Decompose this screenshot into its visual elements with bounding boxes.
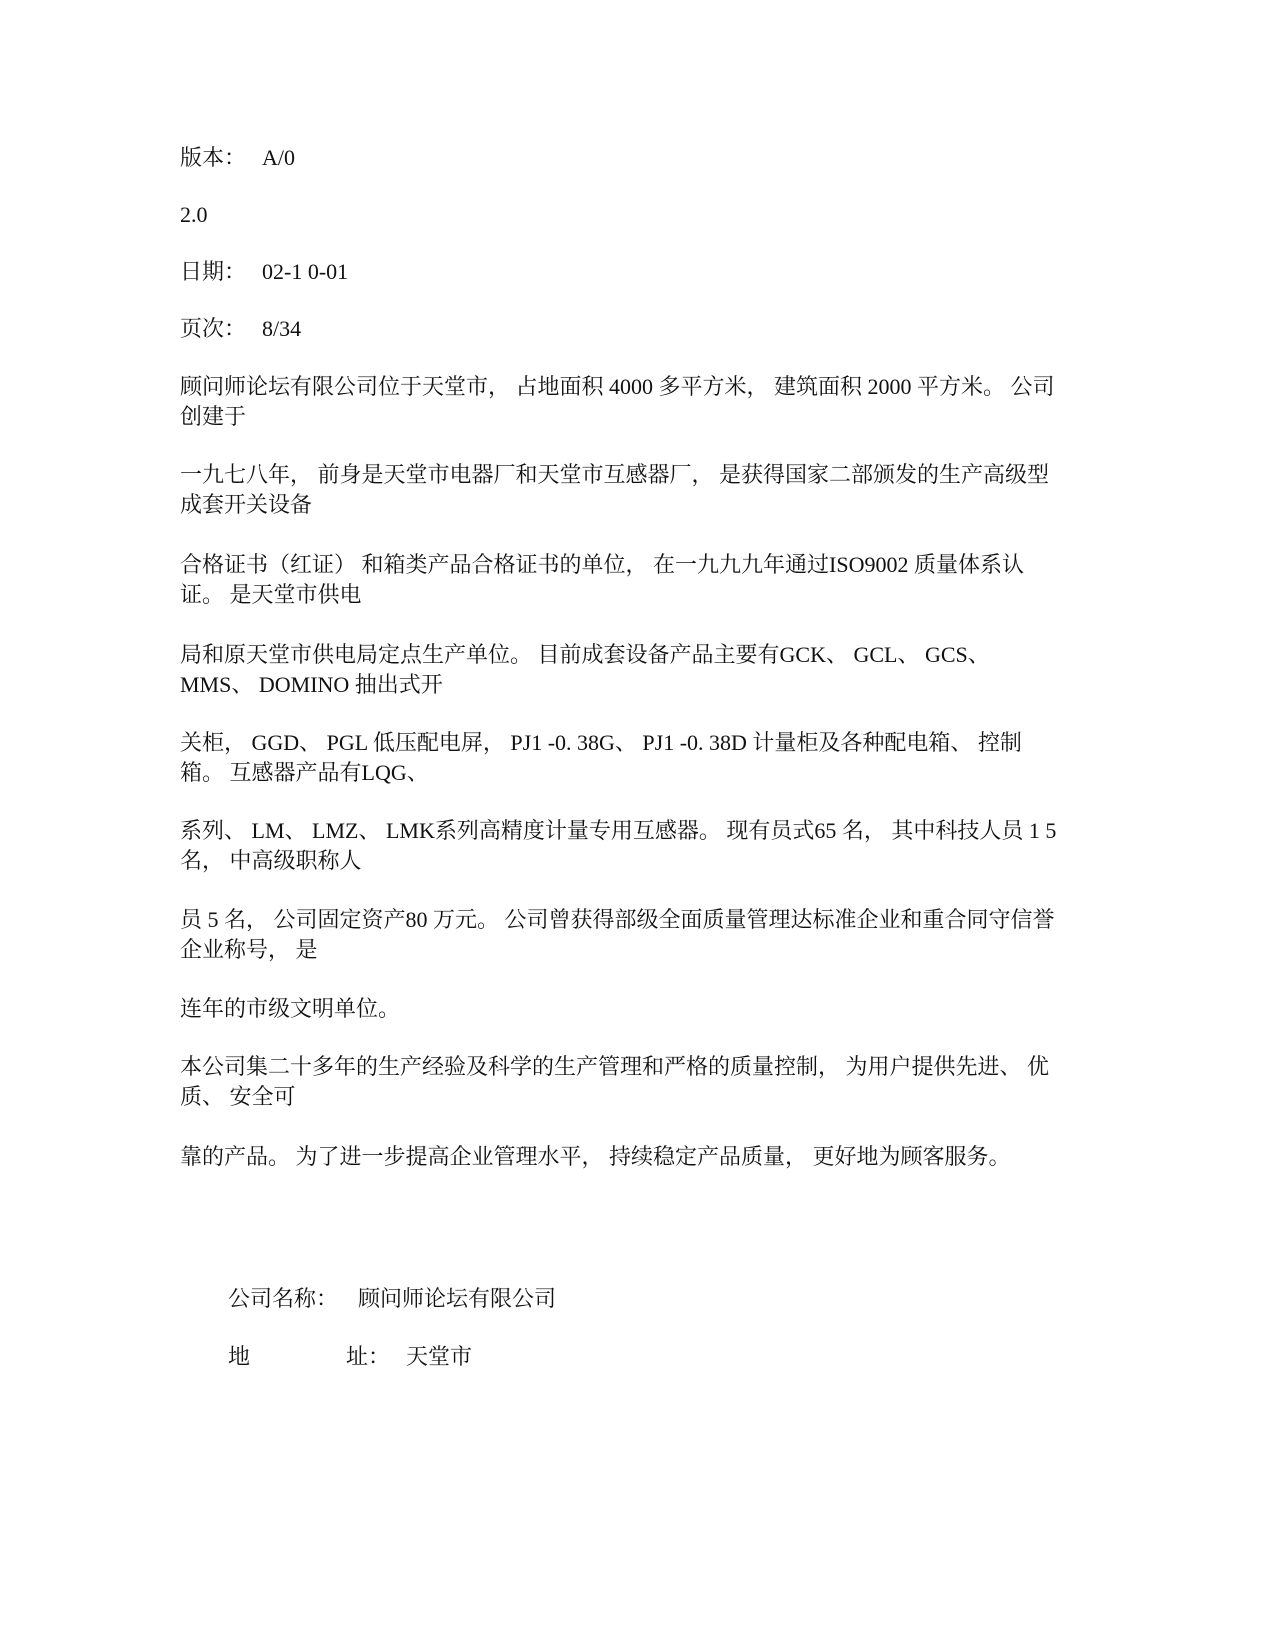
paragraph-7: 员 5 名， 公司固定资产80 万元。 公司曾获得部级全面质量管理达标准企业和重合同守信誉企业称号， 是 [180,907,1055,962]
paragraph-9: 本公司集二十多年的生产经验及科学的生产管理和严格的质量控制， 为用户提供先进、 优质、 安全可 [180,1054,1050,1109]
address-value: 天堂市 [406,1344,473,1369]
address-label-a: 地 [228,1344,251,1369]
page-number-line [180,314,301,344]
date-label: 日期： [180,259,247,284]
paragraph-3: 合格证书（红证） 和箱类产品合格证书的单位， 在一九九九年通过ISO9002 质量体系认证。 是天堂市供电 [180,552,1024,607]
date-line [180,257,348,287]
version-value: A/0 [262,145,295,170]
company-name-line [228,1284,556,1314]
version-sub-line [180,200,208,230]
version-label: 版本： [180,145,247,170]
company-name-value: 顾问师论坛有限公司 [358,1286,557,1311]
paragraph-4: 局和原天堂市供电局定点生产单位。 目前成套设备产品主要有GCK、 GCL、 GCS、 MMS、 DOMINO 抽出式开 [180,642,990,697]
date-value: 02-1 0-01 [262,259,349,284]
address-line [228,1342,472,1372]
paragraph-5: 关柜， GGD、 PGL 低压配电屏， PJ1 -0. 38G、 PJ1 -0. 38D 计量柜及各种配电箱、 控制箱。 互感器产品有LQG、 [180,730,1022,785]
page-label: 页次： [180,316,247,341]
version-line [180,143,295,173]
page-value: 8/34 [262,316,302,341]
paragraph-2: 一九七八年， 前身是天堂市电器厂和天堂市互感器厂， 是获得国家二部颁发的生产高级型成套开关设备 [180,462,1050,517]
company-name-label: 公司名称： [228,1286,339,1311]
paragraph-1: 顾问师论坛有限公司位于天堂市， 占地面积 4000 多平方米， 建筑面积 2000 平方米。 公司创建于 [180,374,1055,429]
version-sub-value: 2.0 [180,202,208,227]
paragraph-10: 靠的产品。 为了进一步提高企业管理水平， 持续稳定产品质量， 更好地为顾客服务。 [180,1144,1011,1169]
paragraph-8: 连年的市级文明单位。 [180,996,401,1021]
address-label-b: 址： [346,1344,391,1369]
paragraph-6: 系列、 LM、 LMZ、 LMK系列高精度计量专用互感器。 现有员式65 名， 其中科技人员 1 5 名， 中高级职称人 [180,818,1057,873]
